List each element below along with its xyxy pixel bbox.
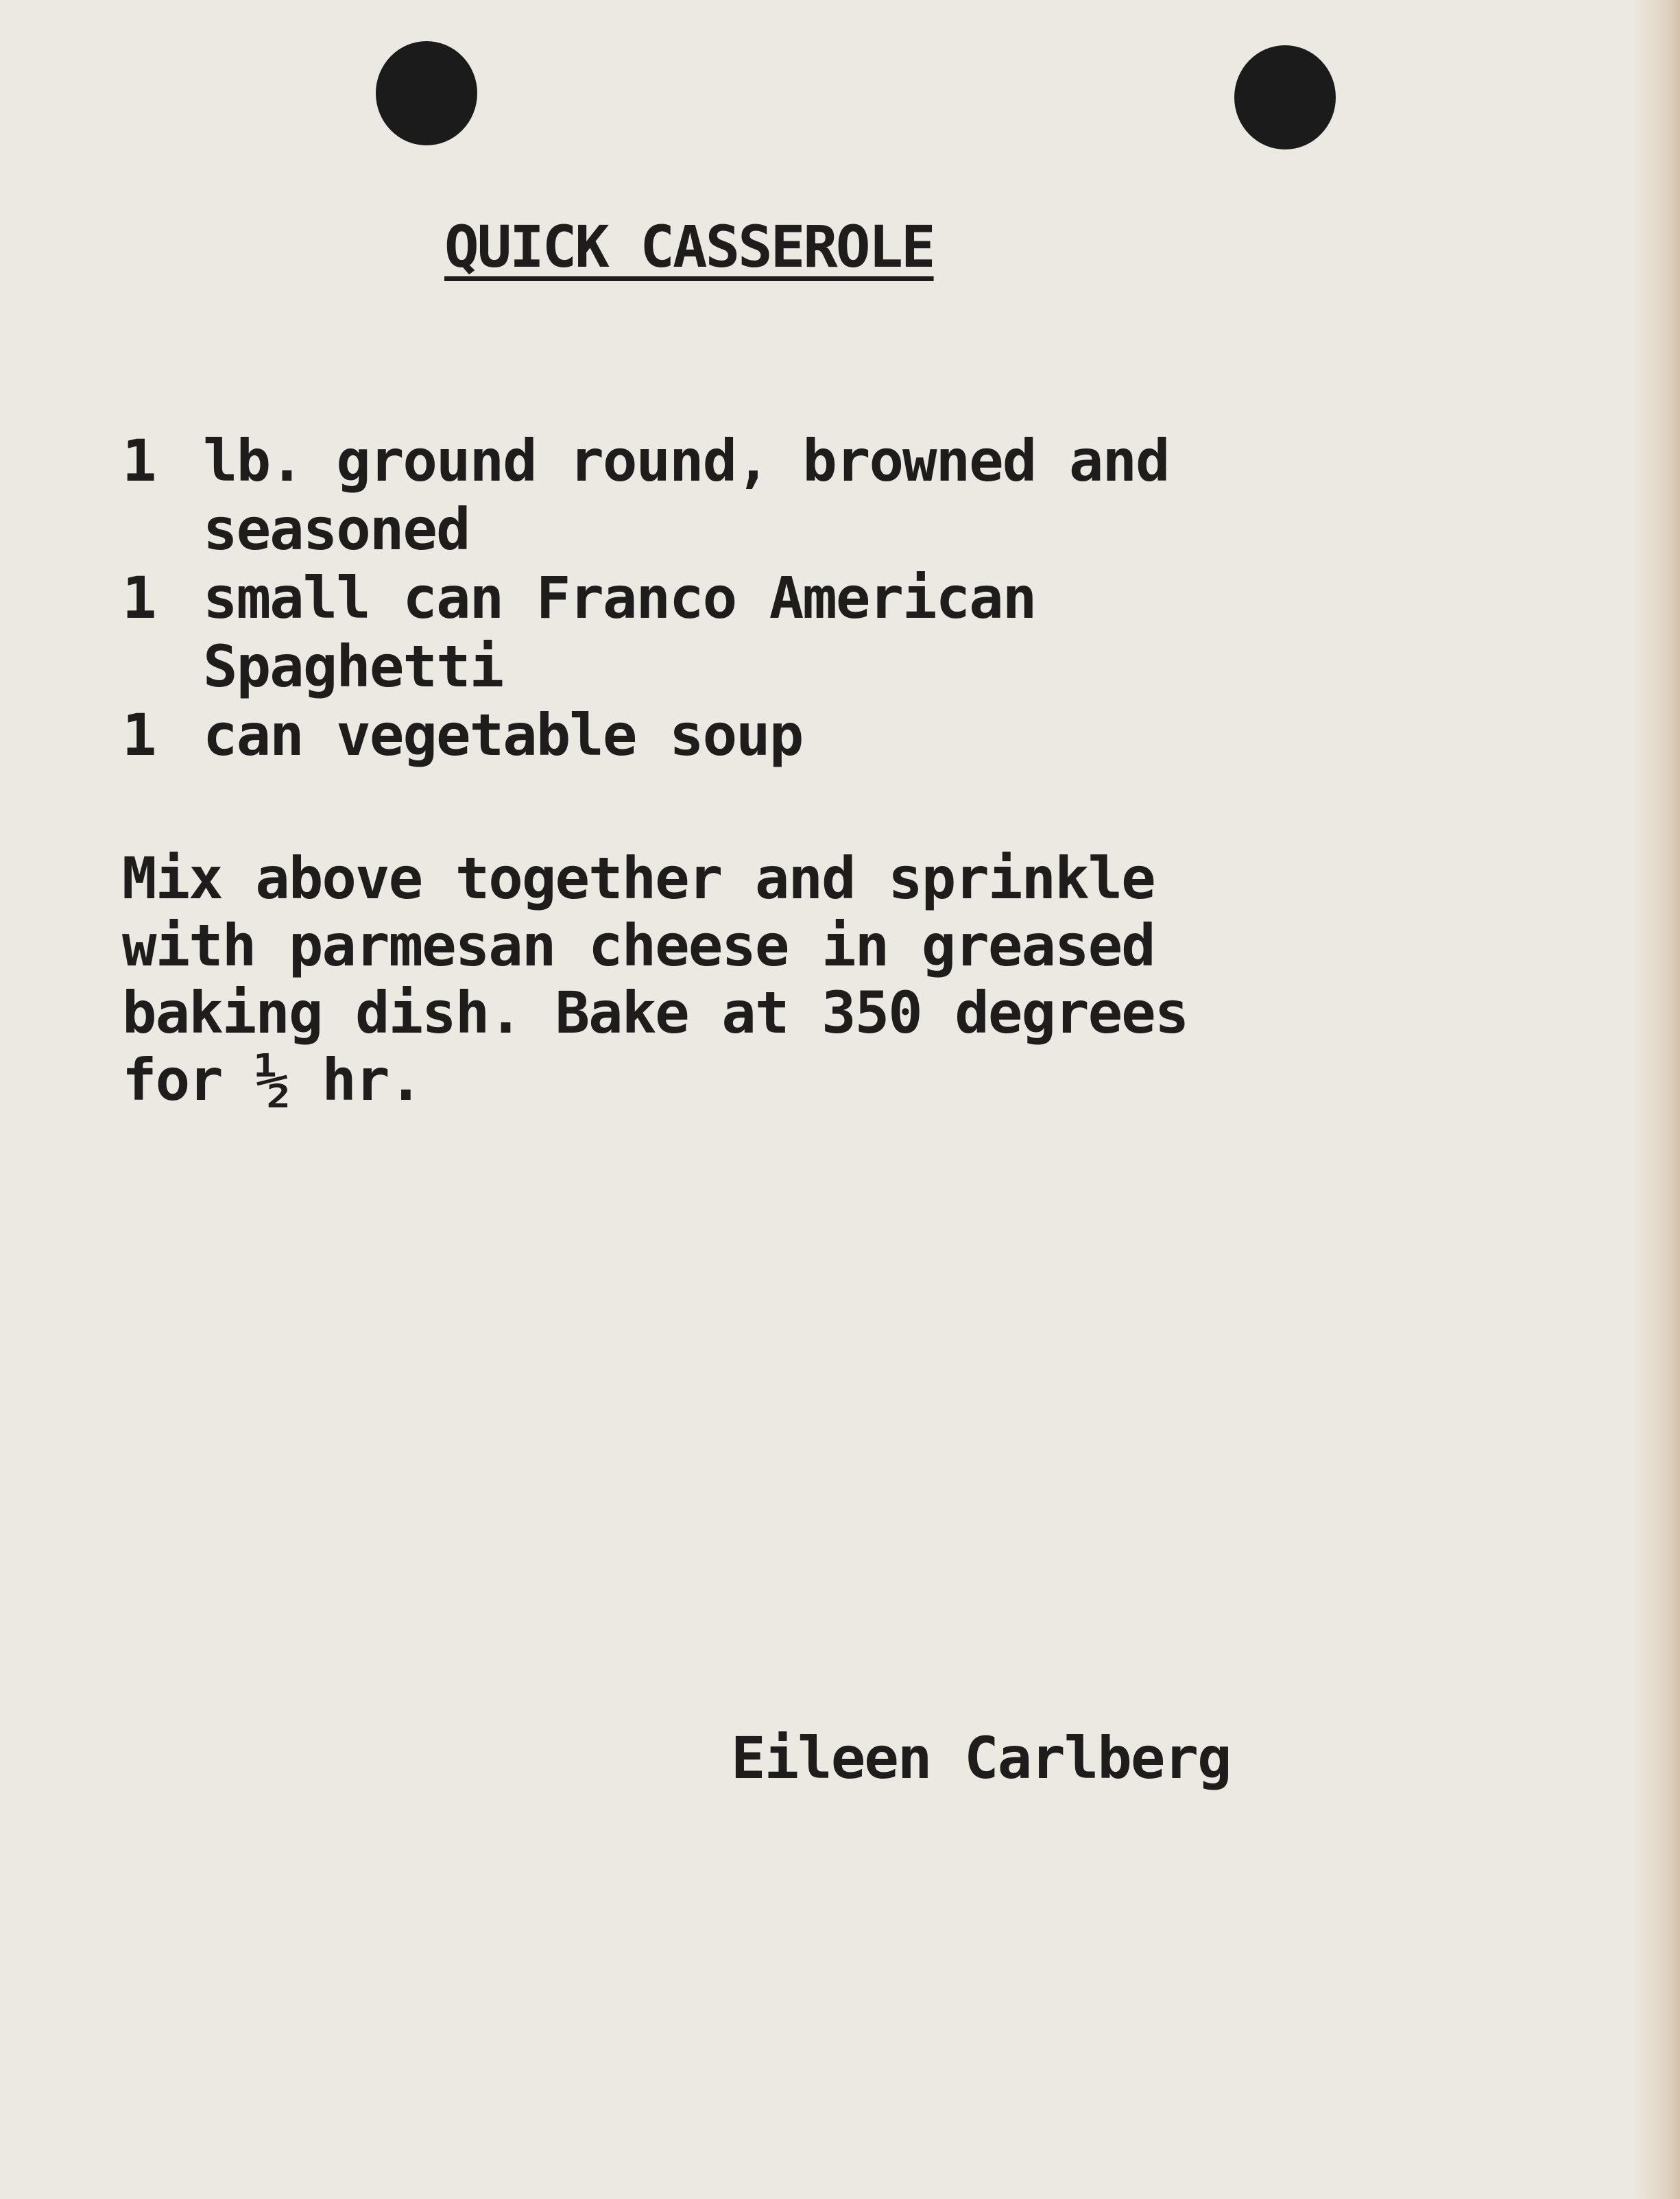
ingredient-item [122,701,1472,769]
instruction-line: with parmesan cheese in greased [122,912,1155,979]
instruction-line: baking dish. Bake at 350 degrees [122,979,1188,1046]
ingredient-quantity: 1 [122,564,156,632]
recipe-instructions [122,845,1493,1114]
instruction-line: for ½ hr. [122,1046,422,1114]
ingredient-text-line: small can Franco American [203,564,1036,632]
ingredient-list [122,426,1472,769]
ingredient-quantity: 1 [122,701,156,769]
instruction-line: Mix above together and sprinkle [122,845,1155,912]
punch-hole-right [1234,45,1336,149]
ingredient-text-line: seasoned [203,496,470,563]
ingredient-text [203,564,1472,701]
contributor-name: Eileen Carlberg [731,1725,1231,1792]
ingredient-text-line: lb. ground round, browned and [203,427,1169,494]
ingredient-text [203,426,1472,564]
ingredient-text-line: can vegetable soup [203,701,803,769]
ingredient-quantity: 1 [122,427,156,494]
ingredient-text-line: Spaghetti [203,633,503,700]
recipe-title: QUICK CASSEROLE [444,213,934,280]
ingredient-item [122,564,1472,701]
ingredient-item [122,426,1472,564]
ingredient-text [203,701,1472,769]
page-edge-shadow [1632,0,1680,2199]
punch-hole-left [376,41,477,145]
